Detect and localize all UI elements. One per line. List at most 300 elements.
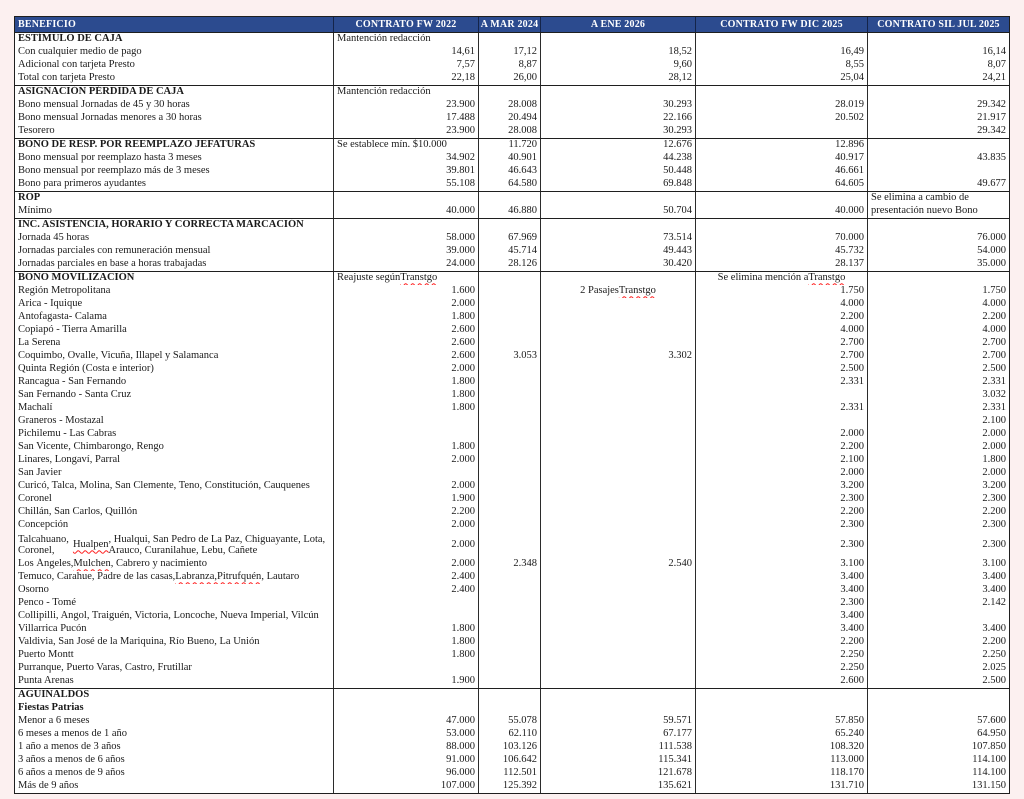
benefit-label: Mínimo: [18, 205, 52, 217]
value-cell: 40.000: [695, 205, 867, 218]
value-cell: [540, 702, 695, 715]
value-cell: 64.605: [695, 178, 867, 191]
value-cell: 12.896: [695, 139, 867, 152]
value-cell: 1.900: [333, 675, 478, 688]
value-cell: [478, 285, 540, 298]
benefit-label: AGUINALDOS: [18, 689, 90, 701]
value-cell: 30.293: [540, 99, 695, 112]
value-cell: [478, 363, 540, 376]
value-cell: [695, 86, 867, 99]
benefit-label: Quinta Región (Costa e interior): [18, 363, 154, 375]
value-cell: 3.400: [867, 584, 1009, 597]
value-cell: 64.950: [867, 728, 1009, 741]
table-row: [15, 532, 1009, 558]
table-row: [15, 415, 1009, 428]
value-cell: [333, 219, 478, 232]
value-cell: 47.000: [333, 715, 478, 728]
value-cell: 1.750: [695, 285, 867, 298]
benefit-label: BONO MOVILIZACIÓN: [18, 272, 135, 284]
value-cell: 121.678: [540, 767, 695, 780]
value-cell: [478, 480, 540, 493]
value-cell: [540, 467, 695, 480]
value-cell: 67.177: [540, 728, 695, 741]
value-cell: 20.494: [478, 112, 540, 125]
value-cell: 2.000: [333, 363, 478, 376]
value-cell: 2.500: [695, 363, 867, 376]
value-cell: [540, 584, 695, 597]
value-cell: [478, 311, 540, 324]
value-cell: [478, 376, 540, 389]
value-cell: 2.540: [540, 558, 695, 571]
value-cell: 76.000: [867, 232, 1009, 245]
value-cell: 28.008: [478, 99, 540, 112]
value-cell: 2.700: [695, 337, 867, 350]
value-cell: [478, 610, 540, 623]
benefit-label: Curicó, Talca, Molina, San Clemente, Teno, Constitución, Cauquenes: [18, 480, 310, 492]
value-cell: 2.000: [867, 441, 1009, 454]
value-cell: 70.000: [695, 232, 867, 245]
value-cell: [478, 506, 540, 519]
value-cell: [540, 86, 695, 99]
value-cell: [867, 219, 1009, 232]
value-cell: 3.400: [695, 623, 867, 636]
table-row: [15, 689, 1009, 702]
benefit-label: Penco - Tomé: [18, 597, 76, 609]
value-cell: [540, 389, 695, 402]
value-cell: [478, 636, 540, 649]
table-row: [15, 441, 1009, 454]
value-cell: [540, 675, 695, 688]
benefit-label: ASIGNACIÓN PÉRDIDA DE CAJA: [18, 86, 184, 98]
table-row: [15, 715, 1009, 728]
value-cell: [695, 33, 867, 46]
value-cell: 91.000: [333, 754, 478, 767]
value-cell: [333, 467, 478, 480]
column-header: A MAR 2024: [478, 17, 540, 32]
table-row: [15, 571, 1009, 584]
value-cell: Mantención redacción: [333, 33, 478, 46]
table-row: [15, 219, 1009, 232]
value-cell: 2.331: [867, 402, 1009, 415]
value-cell: 62.110: [478, 728, 540, 741]
benefit-label: Purranque, Puerto Varas, Castro, Frutillar: [18, 662, 192, 674]
value-cell: [540, 597, 695, 610]
value-cell: [695, 689, 867, 702]
value-cell: 2.200: [867, 506, 1009, 519]
value-cell: Se establece mín. $10.000: [333, 139, 478, 152]
value-cell: [478, 662, 540, 675]
value-cell: 28.008: [478, 125, 540, 138]
value-cell: 55.108: [333, 178, 478, 191]
section-aguinaldos: [15, 688, 1009, 793]
value-cell: 113.000: [695, 754, 867, 767]
table-row: [15, 741, 1009, 754]
value-cell: 73.514: [540, 232, 695, 245]
benefit-label: Bono mensual por reemplazo hasta 3 meses: [18, 152, 202, 164]
spellcheck-squiggle: Labranza,Pitrufquén: [175, 571, 262, 583]
benefit-label: Chillán, San Carlos, Quillón: [18, 506, 138, 518]
value-cell: 50.448: [540, 165, 695, 178]
value-cell: 39.801: [333, 165, 478, 178]
value-cell: 1.800: [333, 623, 478, 636]
value-cell: 28.137: [695, 258, 867, 271]
table-row: [15, 728, 1009, 741]
section-rop: [15, 191, 1009, 218]
value-cell: 16,49: [695, 46, 867, 59]
value-cell: 1.750: [867, 285, 1009, 298]
value-cell: 3.100: [867, 558, 1009, 571]
benefit-label: Graneros - Mostazal: [18, 415, 104, 427]
value-cell: 43.835: [867, 152, 1009, 165]
section-inc-asistencia: [15, 218, 1009, 271]
benefit-label: Concepción: [18, 519, 69, 531]
table-row: [15, 258, 1009, 271]
section-bono-movilizacion: [15, 271, 1009, 688]
benefit-label: Arica - Iquique: [18, 298, 83, 310]
column-header: BENEFICIO: [18, 19, 76, 30]
table-row: [15, 125, 1009, 138]
section-asignacion-perdida-de-caja: [15, 85, 1009, 138]
value-cell: 8,55: [695, 59, 867, 72]
value-cell: 2.331: [695, 402, 867, 415]
value-cell: [333, 415, 478, 428]
value-cell: 46.880: [478, 205, 540, 218]
table-row: [15, 112, 1009, 125]
value-cell: 57.850: [695, 715, 867, 728]
value-cell: 2.000: [867, 428, 1009, 441]
value-cell: 53.000: [333, 728, 478, 741]
benefit-label: Tesorero: [18, 125, 55, 137]
value-cell: 21.917: [867, 112, 1009, 125]
value-cell: 57.600: [867, 715, 1009, 728]
value-cell: 22,18: [333, 72, 478, 85]
value-cell: [333, 662, 478, 675]
value-cell: 35.000: [867, 258, 1009, 271]
table-body: [15, 32, 1009, 793]
benefit-label: Más de 9 años: [18, 780, 79, 792]
table-row: [15, 480, 1009, 493]
value-cell: presentación nuevo Bono: [867, 205, 1009, 218]
value-cell: [478, 584, 540, 597]
table-row: [15, 389, 1009, 402]
value-cell: [867, 139, 1009, 152]
table-row: [15, 72, 1009, 85]
benefit-label: San Fernando - Santa Cruz: [18, 389, 132, 401]
value-cell: [333, 597, 478, 610]
table-row: [15, 402, 1009, 415]
benefit-label: Pichilemu - Las Cabras: [18, 428, 117, 440]
table-row: [15, 610, 1009, 623]
value-cell: 17,12: [478, 46, 540, 59]
value-cell: Se elimina mención a Transtgo: [695, 272, 867, 285]
table-row: [15, 350, 1009, 363]
value-cell: [540, 623, 695, 636]
value-cell: 8,87: [478, 59, 540, 72]
value-cell: [867, 272, 1009, 285]
value-cell: 3.400: [695, 571, 867, 584]
value-cell: 29.342: [867, 125, 1009, 138]
value-cell: 11.720: [478, 139, 540, 152]
section-bono-resp-reemplazo-jefaturas: [15, 138, 1009, 191]
value-cell: [478, 493, 540, 506]
value-cell: 22.166: [540, 112, 695, 125]
value-cell: [478, 192, 540, 205]
benefit-label: Rancagua - San Fernando: [18, 376, 127, 388]
table-row: [15, 285, 1009, 298]
value-cell: 44.238: [540, 152, 695, 165]
value-cell: 3.400: [867, 571, 1009, 584]
table-row: [15, 584, 1009, 597]
value-cell: [695, 125, 867, 138]
benefit-label: Total con tarjeta Presto: [18, 72, 115, 84]
value-cell: 3.400: [695, 584, 867, 597]
value-cell: [540, 636, 695, 649]
value-cell: 39.000: [333, 245, 478, 258]
value-cell: 125.392: [478, 780, 540, 793]
benefit-label: San Vicente, Chimbarongo, Rengo: [18, 441, 164, 453]
value-cell: 55.078: [478, 715, 540, 728]
value-cell: 16,14: [867, 46, 1009, 59]
benefit-label: Región Metropolitana: [18, 285, 111, 297]
benefit-label: Fiestas Patrias: [18, 702, 84, 714]
value-cell: [540, 428, 695, 441]
value-cell: 3.200: [695, 480, 867, 493]
value-cell: [695, 702, 867, 715]
value-cell: [478, 571, 540, 584]
value-cell: [540, 324, 695, 337]
value-cell: 2.700: [867, 350, 1009, 363]
value-cell: 3.400: [867, 623, 1009, 636]
value-cell: 2.300: [695, 519, 867, 532]
table-row: [15, 272, 1009, 285]
value-cell: 2.300: [867, 532, 1009, 558]
value-cell: [478, 597, 540, 610]
value-cell: 2.300: [867, 493, 1009, 506]
benefit-label: Adicional con tarjeta Presto: [18, 59, 135, 71]
value-cell: [478, 428, 540, 441]
benefit-label: BONO DE RESP. POR REEMPLAZO JEFATURAS: [18, 139, 256, 151]
value-cell: [540, 454, 695, 467]
value-cell: [478, 415, 540, 428]
table-row: [15, 337, 1009, 350]
benefit-label: Temuco, Carahue, Padre de las casas, Labranza,Pitrufquén , Lautaro: [18, 571, 300, 583]
value-cell: 2.300: [695, 532, 867, 558]
column-header: A ENE 2026: [540, 17, 695, 32]
value-cell: 54.000: [867, 245, 1009, 258]
value-cell: 2.200: [695, 311, 867, 324]
value-cell: [867, 33, 1009, 46]
benefit-label: Menor a 6 meses: [18, 715, 90, 727]
value-cell: [540, 519, 695, 532]
table-row: [15, 702, 1009, 715]
benefit-label: Villarrica Pucón: [18, 623, 87, 635]
table-row: [15, 152, 1009, 165]
value-cell: 1.800: [333, 376, 478, 389]
benefit-label: Bono mensual Jornadas menores a 30 horas: [18, 112, 202, 124]
value-cell: 2.100: [867, 415, 1009, 428]
table-row: [15, 467, 1009, 480]
benefit-label: Bono mensual por reemplazo más de 3 meses: [18, 165, 210, 177]
value-cell: 131.710: [695, 780, 867, 793]
value-cell: [540, 363, 695, 376]
value-cell: [478, 389, 540, 402]
table-row: [15, 205, 1009, 218]
table-row: [15, 376, 1009, 389]
value-cell: 2.400: [333, 584, 478, 597]
table-row: [15, 780, 1009, 793]
value-cell: [540, 415, 695, 428]
value-cell: 114.100: [867, 754, 1009, 767]
value-cell: [540, 649, 695, 662]
benefit-label: Jornada 45 horas: [18, 232, 90, 244]
value-cell: 8,07: [867, 59, 1009, 72]
value-cell: [333, 428, 478, 441]
table-row: [15, 99, 1009, 112]
table-row: [15, 232, 1009, 245]
value-cell: 24.000: [333, 258, 478, 271]
value-cell: [540, 192, 695, 205]
value-cell: [540, 337, 695, 350]
value-cell: 88.000: [333, 741, 478, 754]
value-cell: 2.600: [333, 350, 478, 363]
value-cell: [478, 649, 540, 662]
value-cell: [540, 33, 695, 46]
value-cell: 107.850: [867, 741, 1009, 754]
value-cell: 3.100: [695, 558, 867, 571]
value-cell: [540, 532, 695, 558]
value-cell: Se elimina a cambio de: [867, 192, 1009, 205]
table-row: [15, 192, 1009, 205]
value-cell: 135.621: [540, 780, 695, 793]
value-cell: 96.000: [333, 767, 478, 780]
value-cell: 49.677: [867, 178, 1009, 191]
value-cell: 3.200: [867, 480, 1009, 493]
value-cell: [333, 689, 478, 702]
value-cell: 9,60: [540, 59, 695, 72]
value-cell: 2.300: [695, 597, 867, 610]
benefit-label: 3 años a menos de 6 años: [18, 754, 125, 766]
value-cell: 4.000: [695, 324, 867, 337]
value-cell: 1.800: [333, 402, 478, 415]
value-cell: [540, 441, 695, 454]
value-cell: [540, 298, 695, 311]
benefit-label: Bono para primeros ayudantes: [18, 178, 147, 190]
value-cell: 2.300: [867, 519, 1009, 532]
value-cell: [540, 376, 695, 389]
benefit-label: 1 año a menos de 3 años: [18, 741, 121, 753]
value-cell: 2 Pasajes Transtgo: [540, 285, 695, 298]
value-cell: [695, 219, 867, 232]
value-cell: 2.200: [695, 441, 867, 454]
value-cell: 2.025: [867, 662, 1009, 675]
value-cell: 118.170: [695, 767, 867, 780]
value-cell: Mantención redacción: [333, 86, 478, 99]
value-cell: 4.000: [867, 324, 1009, 337]
value-cell: 131.150: [867, 780, 1009, 793]
benefit-label: Machalí: [18, 402, 53, 414]
benefit-label: Punta Arenas: [18, 675, 74, 687]
value-cell: 114.100: [867, 767, 1009, 780]
benefit-label: Coquimbo, Ovalle, Vicuña, Illapel y Salamanca: [18, 350, 219, 362]
value-cell: [867, 165, 1009, 178]
value-cell: 2.700: [695, 350, 867, 363]
value-cell: [867, 610, 1009, 623]
value-cell: [478, 532, 540, 558]
value-cell: [867, 689, 1009, 702]
table-row: [15, 649, 1009, 662]
value-cell: 2.000: [333, 298, 478, 311]
benefit-label: La Serena: [18, 337, 61, 349]
value-cell: 23.900: [333, 99, 478, 112]
spellcheck-squiggle: Mulchen: [73, 558, 111, 570]
value-cell: 24,21: [867, 72, 1009, 85]
benefit-label: Valdivia, San José de la Mariquina, Río Bueno, La Unión: [18, 636, 260, 648]
value-cell: 2.600: [695, 675, 867, 688]
value-cell: 115.341: [540, 754, 695, 767]
value-cell: 3.032: [867, 389, 1009, 402]
benefit-label: Puerto Montt: [18, 649, 74, 661]
benefit-label: San Javier: [18, 467, 62, 479]
value-cell: 2.000: [333, 480, 478, 493]
value-cell: 34.902: [333, 152, 478, 165]
value-cell: 1.800: [333, 649, 478, 662]
value-cell: 2.331: [695, 376, 867, 389]
value-cell: [478, 324, 540, 337]
value-cell: 2.600: [333, 324, 478, 337]
value-cell: 46.643: [478, 165, 540, 178]
value-cell: [540, 311, 695, 324]
value-cell: 3.302: [540, 350, 695, 363]
benefits-comparison-table: [14, 16, 1010, 794]
value-cell: [540, 402, 695, 415]
table-row: [15, 165, 1009, 178]
value-cell: [867, 702, 1009, 715]
value-cell: 1.900: [333, 493, 478, 506]
table-row: [15, 178, 1009, 191]
value-cell: 58.000: [333, 232, 478, 245]
spellcheck-squiggle: Transtgo: [808, 272, 846, 284]
table-row: [15, 245, 1009, 258]
value-cell: [540, 610, 695, 623]
table-row: [15, 675, 1009, 688]
value-cell: 40.000: [333, 205, 478, 218]
benefit-label: Talcahuano, Coronel, Hualpen , Hualqui, San Pedro de La Paz, Chiguayante, Lota, Arauco, Curanilahue, Lebu, Cañete: [18, 533, 326, 556]
value-cell: [333, 702, 478, 715]
value-cell: 3.053: [478, 350, 540, 363]
value-cell: [478, 219, 540, 232]
value-cell: 2.000: [867, 467, 1009, 480]
value-cell: [478, 689, 540, 702]
value-cell: 28.019: [695, 99, 867, 112]
benefit-label: 6 meses a menos de 1 año: [18, 728, 128, 740]
value-cell: [540, 480, 695, 493]
benefit-label: Jornadas parciales con remuneración mensual: [18, 245, 211, 257]
value-cell: 29.342: [867, 99, 1009, 112]
value-cell: 4.000: [695, 298, 867, 311]
value-cell: 18,52: [540, 46, 695, 59]
benefit-label: Copiapó - Tierra Amarilla: [18, 324, 127, 336]
value-cell: 2.250: [695, 649, 867, 662]
value-cell: [540, 493, 695, 506]
table-row: [15, 558, 1009, 571]
benefit-label: Linares, Longaví, Parral: [18, 454, 121, 466]
value-cell: [478, 86, 540, 99]
value-cell: 45.714: [478, 245, 540, 258]
table-row: [15, 506, 1009, 519]
value-cell: 2.200: [867, 311, 1009, 324]
table-row: [15, 33, 1009, 46]
value-cell: [540, 689, 695, 702]
